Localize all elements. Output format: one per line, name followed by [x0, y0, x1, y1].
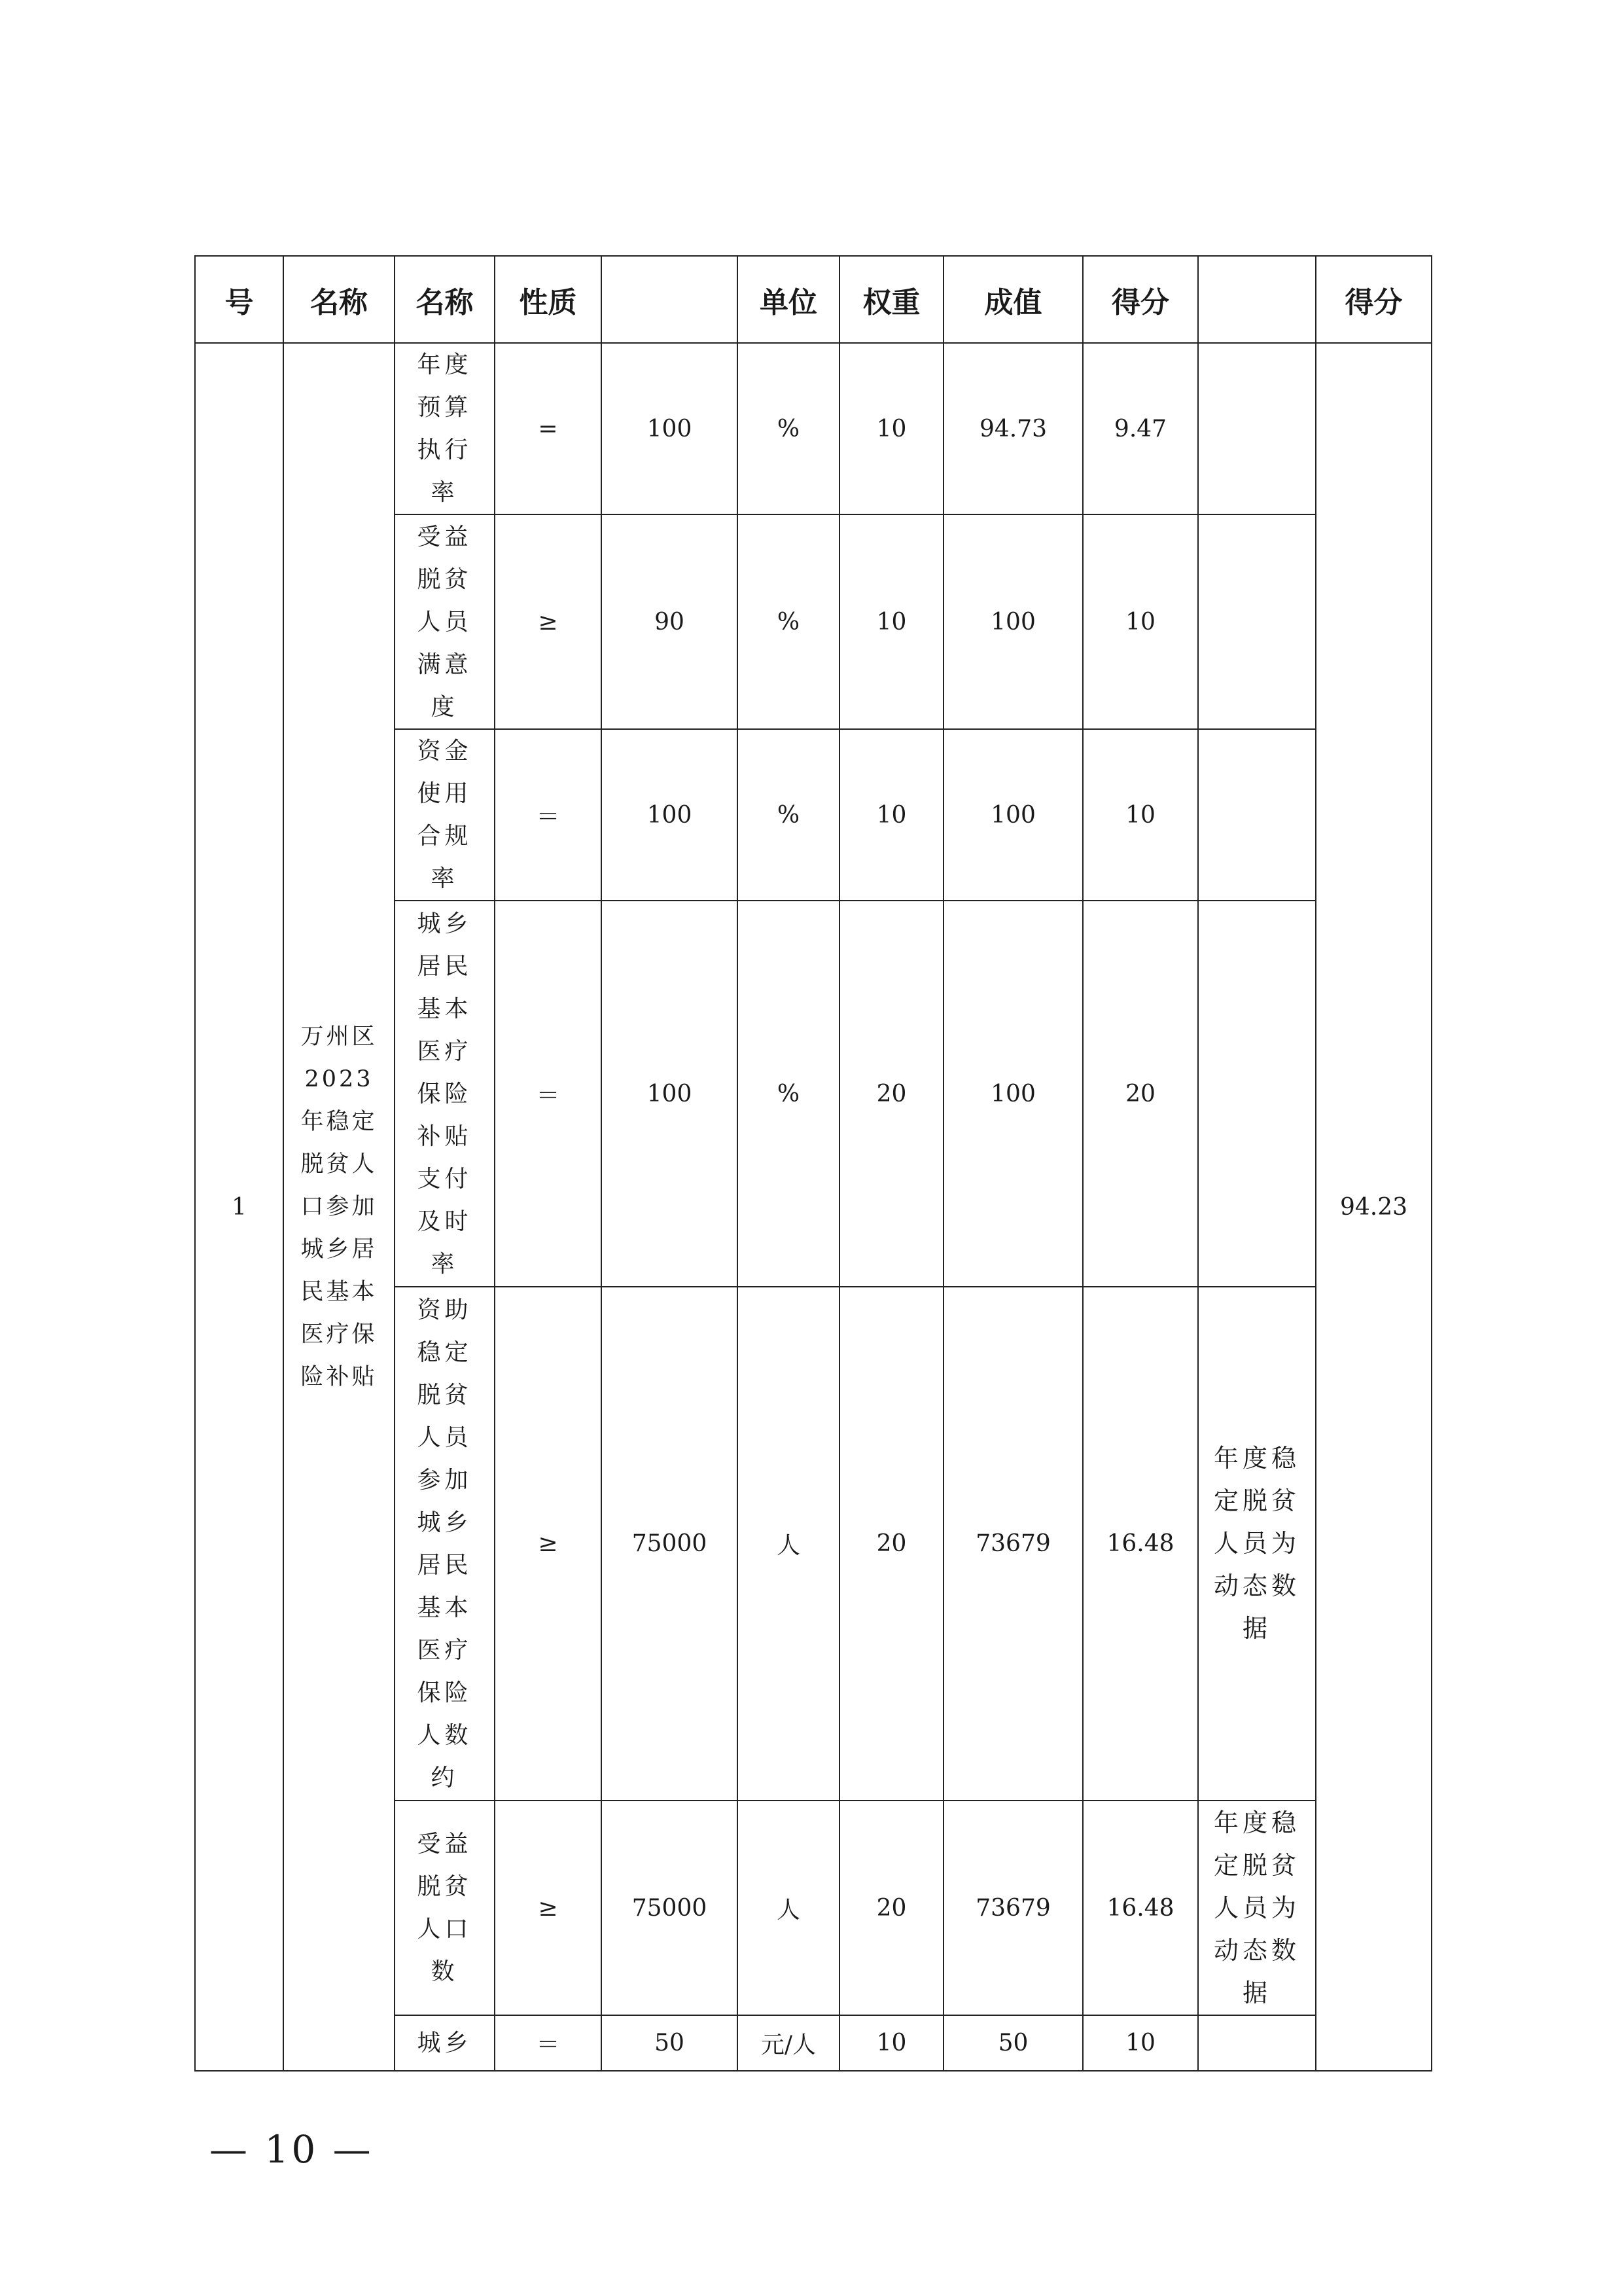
weight-cell: 20	[839, 901, 944, 1287]
indicator-cell	[395, 514, 495, 729]
nature-cell: ≥	[495, 1287, 601, 1801]
page-number: — 10 —	[209, 2127, 374, 2172]
indicator-cell	[395, 1801, 495, 2015]
indicator-cell	[395, 729, 495, 901]
header-cell-actual: 成值	[944, 256, 1083, 343]
score-cell: 16.48	[1083, 1287, 1198, 1801]
nature-cell: ＝	[495, 2015, 601, 2071]
weight-cell: 10	[839, 343, 944, 514]
header-cell-score: 得分	[1083, 256, 1198, 343]
unit-cell: %	[737, 901, 839, 1287]
indicator-name: 资助稳定脱贫人员参加城乡居民基本医疗保险人数约	[417, 1296, 472, 1791]
unit-cell: 元/人	[737, 2015, 839, 2071]
target-cell: 90	[601, 514, 737, 729]
weight-cell: 20	[839, 1801, 944, 2015]
note-cell	[1198, 1287, 1316, 1801]
note-cell	[1198, 729, 1316, 901]
unit-cell: 人	[737, 1287, 839, 1801]
header-cell-no: 号	[195, 256, 283, 343]
note-text: 年度稳定脱贫人员为动态数据	[1213, 1808, 1300, 2007]
header-cell-project: 名称	[283, 256, 395, 343]
note-cell	[1198, 2015, 1316, 2071]
unit-cell: %	[737, 514, 839, 729]
project-name: 万州区2023年稳定脱贫人口参加城乡居民基本医疗保险补贴	[300, 1023, 378, 1390]
header-row	[195, 256, 1432, 343]
nature-cell: ＝	[495, 729, 601, 901]
header-cell-unit: 单位	[737, 256, 839, 343]
indicator-name: 城乡居民基本医疗保险补贴支付及时率	[417, 910, 472, 1278]
nature-cell: ＝	[495, 901, 601, 1287]
target-cell: 75000	[601, 1287, 737, 1801]
target-cell: 50	[601, 2015, 737, 2071]
indicator-name: 资金使用合规率	[417, 738, 472, 892]
header-cell-indicator: 名称	[395, 256, 495, 343]
target-cell: 100	[601, 729, 737, 901]
weight-cell: 20	[839, 1287, 944, 1801]
actual-cell: 100	[944, 901, 1083, 1287]
actual-cell: 73679	[944, 1287, 1083, 1801]
project-name-cell	[283, 343, 395, 2071]
nature-cell: ≥	[495, 514, 601, 729]
actual-cell: 100	[944, 729, 1083, 901]
target-cell: 75000	[601, 1801, 737, 2015]
performance-table	[194, 255, 1432, 2072]
indicator-name: 城乡	[417, 2030, 472, 2056]
note-cell	[1198, 1801, 1316, 2015]
actual-cell: 73679	[944, 1801, 1083, 2015]
score-cell: 10	[1083, 2015, 1198, 2071]
note-cell	[1198, 343, 1316, 514]
indicator-name: 年度预算执行率	[417, 351, 472, 506]
score-cell: 9.47	[1083, 343, 1198, 514]
score-cell: 16.48	[1083, 1801, 1198, 2015]
weight-cell: 10	[839, 729, 944, 901]
nature-cell: =	[495, 343, 601, 514]
indicator-cell	[395, 1287, 495, 1801]
note-cell	[1198, 901, 1316, 1287]
table-row	[195, 343, 1432, 514]
nature-cell: ≥	[495, 1801, 601, 2015]
score-cell: 10	[1083, 514, 1198, 729]
weight-cell: 10	[839, 514, 944, 729]
indicator-name: 受益脱贫人口数	[417, 1831, 472, 1985]
total-score-cell: 94.23	[1316, 343, 1432, 2071]
weight-cell: 10	[839, 2015, 944, 2071]
indicator-name: 受益脱贫人员满意度	[417, 523, 472, 721]
header-cell-weight: 权重	[839, 256, 944, 343]
target-cell: 100	[601, 343, 737, 514]
header-cell-total: 得分	[1316, 256, 1432, 343]
project-number-cell: 1	[195, 343, 283, 2071]
note-text: 年度稳定脱贫人员为动态数据	[1213, 1444, 1300, 1643]
indicator-cell	[395, 2015, 495, 2071]
unit-cell: 人	[737, 1801, 839, 2015]
note-cell	[1198, 514, 1316, 729]
score-cell: 10	[1083, 729, 1198, 901]
header-cell-nature: 性质	[495, 256, 601, 343]
unit-cell: %	[737, 729, 839, 901]
indicator-cell	[395, 343, 495, 514]
score-cell: 20	[1083, 901, 1198, 1287]
target-cell: 100	[601, 901, 737, 1287]
header-cell-target	[601, 256, 737, 343]
actual-cell: 94.73	[944, 343, 1083, 514]
indicator-cell	[395, 901, 495, 1287]
actual-cell: 50	[944, 2015, 1083, 2071]
unit-cell: %	[737, 343, 839, 514]
actual-cell: 100	[944, 514, 1083, 729]
header-cell-note	[1198, 256, 1316, 343]
